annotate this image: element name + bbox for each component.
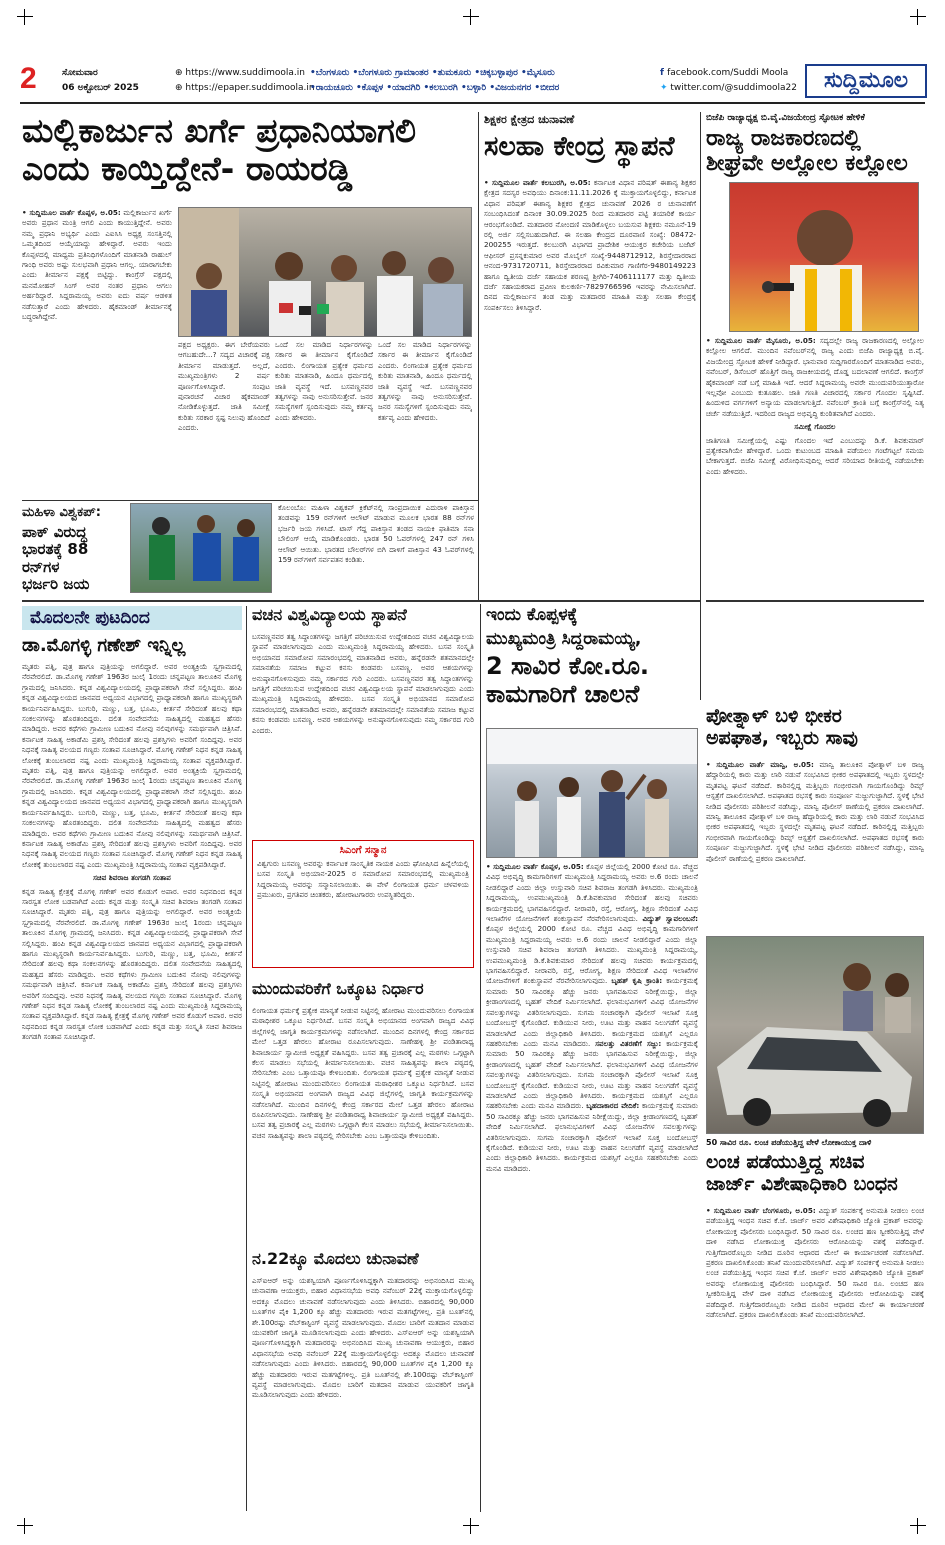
story-headline: ಸಲಹಾ ಕೇಂದ್ರ ಸ್ಥಾಪನೆ xyxy=(484,131,675,162)
box-title: ಸಿಎಂಗೆ ಸನ್ಮಾನ xyxy=(339,845,387,856)
website-link[interactable]: https://www.suddimoola.in xyxy=(185,68,305,78)
vijayendra-photo xyxy=(729,182,919,332)
subhead: ಸಚಿವ ಶಿವರಾಜ ತಂಗಡಗಿ ಸಂತಾಪ xyxy=(93,873,171,883)
wrecked-car-photo xyxy=(707,937,924,1134)
twitter-link[interactable]: twitter.com/@suddimoola22 xyxy=(670,83,797,93)
cm-koppal-headline: ಇಂದು ಕೊಪ್ಪಳಕ್ಕೆ ಮುಖ್ಯಮಂತ್ರಿ ಸಿದ್ದರಾಮಯ್ಯ, 2 ಸಾವಿರ ಕೋ.ರೂ. ಕಾಮಗಾರಿಗೆ ಚಾಲನೆ xyxy=(486,605,650,708)
bribe-body: • ಸುದ್ದಿಮೂಲ ವಾರ್ತೆ ಬೆಂಗಳೂರು, ಅ.05: ವಿದ್ಯುತ್ ಸಂಪರ್ಕಕ್ಕೆ ಅನುಮತಿ ನೀಡಲು ಲಂಚ ಪಡೆಯುತ್ತಿದ್ದ ಇಂಧನ ಸಚಿವ ಕೆ.ಜೆ. ಜಾರ್ಜ್ ಅವರ ವಿಶೇಷಾಧಿಕಾರಿ ಜ್ಯೋತಿ ಪ್ರಕಾಶ್ ಅವರನ್ನು ಲೋಕಾಯುಕ್ತ ಪೊಲೀಸರು ಬಂಧಿಸಿದ್ದಾರೆ. 50 ಸಾವಿರ ರೂ. ಲಂಚದ ಹಣ ಸ್ವೀಕರಿಸುತ್ತಿದ್ದ ವೇಳೆ ದಾಳಿ ನಡೆಸಿದ ಲೋಕಾಯುಕ್ತ ಪೊಲೀಸರು ಆರೋಪಿಯನ್ನು ವಶಕ್ಕೆ ಪಡೆದಿದ್ದಾರೆ. ಗುತ್ತಿಗೆದಾರರೊಬ್ಬರು ನೀಡಿದ ದೂರಿನ ಆಧಾರದ ಮೇಲೆ ಈ ಕಾರ್ಯಾಚರಣೆ ನಡೆಸಲಾಗಿದೆ. ಪ್ರಕರಣ ದಾಖಲಿಸಿಕೊಂಡು ತನಿಖೆ ಮುಂದುವರಿಸಲಾಗಿದೆ. ವಿದ್ಯುತ್ ಸಂಪರ್ಕಕ್ಕೆ ಅನುಮತಿ ನೀಡಲು ಲಂಚ ಪಡೆಯುತ್ತಿದ್ದ ಇಂಧನ ಸಚಿವ ಕೆ.ಜೆ. ಜಾರ್ಜ್ ಅವರ ವಿಶೇಷಾಧಿಕಾರಿ ಜ್ಯೋತಿ ಪ್ರಕಾಶ್ ಅವರನ್ನು ಲೋಕಾಯುಕ್ತ ಪೊಲೀಸರು ಬಂಧಿಸಿದ್ದಾರೆ. 50 ಸಾವಿರ ರೂ. ಲಂಚದ ಹಣ ಸ್ವೀಕರಿಸುತ್ತಿದ್ದ ವೇಳೆ ದಾಳಿ ನಡೆಸಿದ ಲೋಕಾಯುಕ್ತ ಪೊಲೀಸರು ಆರೋಪಿಯನ್ನು ವಶಕ್ಕೆ ಪಡೆದಿದ್ದಾರೆ. ಗುತ್ತಿಗೆದಾರರೊಬ್ಬರು ನೀಡಿದ ದೂರಿನ ಆಧಾರದ ಮೇಲೆ ಈ ಕಾರ್ಯಾಚರಣೆ ನಡೆಸಲಾಗಿದೆ. ಪ್ರಕರಣ ದಾಖಲಿಸಿಕೊಂಡು ತನಿಖೆ ಮುಂದುವರಿಸಲಾಗಿದೆ. xyxy=(706,1206,924,1320)
politics-story xyxy=(706,113,924,177)
bribe-headline: ಲಂಚ ಪಡೆಯುತ್ತಿದ್ದ ಸಚಿವ ಜಾರ್ಜ್ ವಿಶೇಷಾಧಿಕಾರಿ ಬಂಧನ xyxy=(706,1151,898,1195)
crop-mark xyxy=(463,1518,479,1534)
lead-photo xyxy=(178,207,472,337)
election22-body: ಎಸ್‌ಐಆರ್ ಅನ್ನು ಯಶಸ್ವಿಯಾಗಿ ಪೂರ್ಣಗೊಳಿಸಿದ್ದಕ್ಕಾಗಿ ಮತದಾರರನ್ನು ಅಭಿನಂದಿಸಿದ ಮುಖ್ಯ ಚುನಾವಣಾ ಆಯುಕ್ತರು, ಬಿಹಾರ ವಿಧಾನಸಭೆಯ ಅವಧಿ ನವೆಂಬರ್ 22ಕ್ಕೆ ಮುಕ್ತಾಯಗೊಳ್ಳಲಿದ್ದು ಅದಕ್ಕೂ ಮೊದಲು ಚುನಾವಣೆ ನಡೆಸಲಾಗುವುದು ಎಂದು ತಿಳಿಸಿದರು. ಬಿಹಾರದಲ್ಲಿ 90,000 ಬೂತ್‌ಗಳ ಪೈಕಿ 1,200 ಕ್ಕೂ ಹೆಚ್ಚು ಮತದಾರರು ಇರುವ ಮತಗಟ್ಟೆಗಳಿಲ್ಲ. ಪ್ರತಿ ಬೂತ್‌ನಲ್ಲಿ ಶೇ.100ರಷ್ಟು ವೆಬ್‌ಕಾಸ್ಟಿಂಗ್ ವ್ಯವಸ್ಥೆ ಮಾಡಲಾಗುವುದು. ಮೊದಲ ಬಾರಿಗೆ ಮತದಾನ ಮಾಡುವ ಯುವಕರಿಗೆ ಜಾಗೃತಿ ಮೂಡಿಸಲಾಗುವುದು ಎಂದು ಹೇಳಿದರು. ಎಸ್‌ಐಆರ್ ಅನ್ನು ಯಶಸ್ವಿಯಾಗಿ ಪೂರ್ಣಗೊಳಿಸಿದ್ದಕ್ಕಾಗಿ ಮತದಾರರನ್ನು ಅಭಿನಂದಿಸಿದ ಮುಖ್ಯ ಚುನಾವಣಾ ಆಯುಕ್ತರು, ಬಿಹಾರ ವಿಧಾನಸಭೆಯ ಅವಧಿ ನವೆಂಬರ್ 22ಕ್ಕೆ ಮುಕ್ತಾಯಗೊಳ್ಳಲಿದ್ದು ಅದಕ್ಕೂ ಮೊದಲು ಚುನಾವಣೆ ನಡೆಸಲಾಗುವುದು ಎಂದು ತಿಳಿಸಿದರು. ಬಿಹಾರದಲ್ಲಿ 90,000 ಬೂತ್‌ಗಳ ಪೈಕಿ 1,200 ಕ್ಕೂ ಹೆಚ್ಚು ಮತದಾರರು ಇರುವ ಮತಗಟ್ಟೆಗಳಿಲ್ಲ. ಪ್ರತಿ ಬೂತ್‌ನಲ್ಲಿ ಶೇ.100ರಷ್ಟು ವೆಬ್‌ಕಾಸ್ಟಿಂಗ್ ವ್ಯವಸ್ಥೆ ಮಾಡಲಾಗುವುದು. ಮೊದಲ ಬಾರಿಗೆ ಮತದಾನ ಮಾಡುವ ಯುವಕರಿಗೆ ಜಾಗೃತಿ ಮೂಡಿಸಲಾಗುವುದು ಎಂದು ಹೇಳಿದರು. xyxy=(252,1276,474,1400)
cities-row: •ರಾಯಚೂರು •ಕೊಪ್ಪಳ •ಯಾದಗಿರಿ •ಕಲಬುರಗಿ •ಬಳ್ಳಾರಿ •ವಿಜಯನಗರ •ಬೀದರ xyxy=(310,83,560,93)
lead-body-left: • ಸುದ್ದಿಮೂಲ ವಾರ್ತೆ ಕೊಪ್ಪಳ, ಅ.05: ಮಲ್ಲಿಕಾರ್ಜುನ ಖರ್ಗೆ ಅವರು ಪ್ರಧಾನ ಮಂತ್ರಿ ಆಗಲಿ ಎಂದು ಕಾಯುತ್ತಿದ್ದೇನೆ. ಅವರು ನಮ್ಮ ಪ್ರಧಾನಿ ಅಭ್ಯರ್ಥಿ ಎಂದು ಎಐಸಿಸಿ ಅಧ್ಯಕ್ಷ ಸಂಸತ್ತಿನಲ್ಲಿ ಒಮ್ಮತದಿಂದ ಆಯ್ಕೆಯಾದ್ದು ಹೇಳಿದ್ದಾರೆ. ಅವರು ಇಂದು ಕೊಪ್ಪಳದಲ್ಲಿ ಮಾಧ್ಯಮ ಪ್ರತಿನಿಧಿಗಳೊಂದಿಗೆ ಮಾತನಾಡಿ ರಾಹುಲ್ ಗಾಂಧಿ ಅವರು ಅಷ್ಟು ಸುಲಭವಾಗಿ ಪ್ರಧಾನಿ ಆಗಲ್ಲ. ಯಾರಾಗಬೇಕು ಎಂದು ತೀರ್ಮಾನ ಪಕ್ಷಕ್ಕೆ ಬಿಟ್ಟಿದ್ದು. ಕಾಂಗ್ರೆಸ್ ಪಕ್ಷದಲ್ಲಿ ಮನಮೋಹನ್ ಸಿಂಗ್ ಅವರ ನಂತರ ಪ್ರಧಾನಿ ಆಗಲು ಅರ್ಹರಿದ್ದಾರೆ. ಸಿದ್ದರಾಮಯ್ಯ ಅವರು ಐದು ವರ್ಷ ಆಡಳಿತ ನಡೆಸುತ್ತಾರೆ ಎಂದು ಹೇಳಿದರು. ಹೈಕಮಾಂಡ್ ತೀರ್ಮಾನಕ್ಕೆ ಬದ್ಧರಾಗಿದ್ದೇವೆ. xyxy=(22,208,172,322)
crop-mark xyxy=(17,1518,33,1534)
column-rule xyxy=(478,112,479,600)
page-number: 2 xyxy=(20,62,37,95)
accident-photo xyxy=(706,936,924,1134)
weekday: ಸೋಮವಾರ xyxy=(62,68,98,78)
social-links xyxy=(660,66,797,96)
cities-row: •ಬೆಂಗಳೂರು •ಬೆಂಗಳೂರು ಗ್ರಾಮಾಂತರ •ತುಮಕೂರು •ಚಿಕ್ಕಬಳ್ಳಾಪುರ •ಮೈಸೂರು xyxy=(310,68,555,78)
facebook-icon: f xyxy=(660,68,668,78)
press-conference-photo xyxy=(179,208,472,337)
column-rule xyxy=(246,606,247,1511)
crop-mark xyxy=(17,9,33,25)
story-headline: ನ.22ಕ್ಕೂ ಮೊದಲು ಚುನಾವಣೆ xyxy=(252,1249,419,1268)
lead-body-mid2: ಒಂದೆ ಸಲ ಮಾಡಿದ ನಿರ್ಧಾರಗಳನ್ನು ಸರ್ಕಾರ ಈ ತೀರ್ಮಾನ ಕೈಗೊಂಡಿದೆ ಎಂದರು. ಲಿಂಗಾಯತ ಪ್ರತ್ಯೇಕ ಧರ್ಮದ ಕುರಿತು ಮಾತನಾಡಿ, ಹಿಂದೂ ಧರ್ಮದಲ್ಲಿ ಜಾತಿ ವ್ಯವಸ್ಥೆ ಇದೆ. ಬಸವಣ್ಣನವರ ತತ್ವಗಳನ್ನು ನಾವು ಅನುಸರಿಸುತ್ತೇವೆ. ಜನರ ಸಮಸ್ಯೆಗಳಿಗೆ ಸ್ಪಂದಿಸುವುದು ನಮ್ಮ ಕರ್ತವ್ಯ ಎಂದು ಹೇಳಿದರು. xyxy=(275,340,373,422)
cm-koppal-body: • ಸುದ್ದಿಮೂಲ ವಾರ್ತೆ ಕೊಪ್ಪಳ, ಅ.05: ಕೊಪ್ಪಳ ಜಿಲ್ಲೆಯಲ್ಲಿ 2000 ಕೋಟಿ ರೂ. ವೆಚ್ಚದ ವಿವಿಧ ಅಭಿವೃದ್ಧಿ ಕಾಮಗಾರಿಗಳಿಗೆ ಮುಖ್ಯಮಂತ್ರಿ ಸಿದ್ದರಾಮಯ್ಯ ಅವರು ಅ.6 ರಂದು ಚಾಲನೆ ನೀಡಲಿದ್ದಾರೆ ಎಂದು ಜಿಲ್ಲಾ ಉಸ್ತುವಾರಿ ಸಚಿವ ಶಿವರಾಜ ತಂಗಡಗಿ ತಿಳಿಸಿದರು. ಮುಖ್ಯಮಂತ್ರಿ ಸಿದ್ದರಾಮಯ್ಯ, ಉಪಮುಖ್ಯಮಂತ್ರಿ ಡಿ.ಕೆ.ಶಿವಕುಮಾರ ಸೇರಿದಂತೆ ಹಲವು ಸಚಿವರು ಕಾರ್ಯಕ್ರಮದಲ್ಲಿ ಭಾಗವಹಿಸಲಿದ್ದಾರೆ. ನೀರಾವರಿ, ರಸ್ತೆ, ಆರೋಗ್ಯ, ಶಿಕ್ಷಣ ಸೇರಿದಂತೆ ವಿವಿಧ ಇಲಾಖೆಗಳ ಯೋಜನೆಗಳಿಗೆ ಶಂಕುಸ್ಥಾಪನೆ ನೆರವೇರಿಸಲಾಗುವುದು. ವಿದ್ಯುತ್ ಸ್ವಾವಲಂಬನೆ: ಕೊಪ್ಪಳ ಜಿಲ್ಲೆಯಲ್ಲಿ 2000 ಕೋಟಿ ರೂ. ವೆಚ್ಚದ ವಿವಿಧ ಅಭಿವೃದ್ಧಿ ಕಾಮಗಾರಿಗಳಿಗೆ ಮುಖ್ಯಮಂತ್ರಿ ಸಿದ್ದರಾಮಯ್ಯ ಅವರು ಅ.6 ರಂದು ಚಾಲನೆ ನೀಡಲಿದ್ದಾರೆ ಎಂದು ಜಿಲ್ಲಾ ಉಸ್ತುವಾರಿ ಸಚಿವ ಶಿವರಾಜ ತಂಗಡಗಿ ತಿಳಿಸಿದರು. ಮುಖ್ಯಮಂತ್ರಿ ಸಿದ್ದರಾಮಯ್ಯ, ಉಪಮುಖ್ಯಮಂತ್ರಿ ಡಿ.ಕೆ.ಶಿವಕುಮಾರ ಸೇರಿದಂತೆ ಹಲವು ಸಚಿವರು ಕಾರ್ಯಕ್ರಮದಲ್ಲಿ ಭಾಗವಹಿಸಲಿದ್ದಾರೆ. ನೀರಾವರಿ, ರಸ್ತೆ, ಆರೋಗ್ಯ, ಶಿಕ್ಷಣ ಸೇರಿದಂತೆ ವಿವಿಧ ಇಲಾಖೆಗಳ ಯೋಜನೆಗಳಿಗೆ ಶಂಕುಸ್ಥಾಪನೆ ನೆರವೇರಿಸಲಾಗುವುದು. ಬೃಹತ್ ಕೃಷಿ ಕ್ರಾಂತಿ: ಕಾರ್ಯಕ್ರಮಕ್ಕೆ ಸುಮಾರು 50 ಸಾವಿರಕ್ಕೂ ಹೆಚ್ಚು ಜನರು ಭಾಗವಹಿಸುವ ನಿರೀಕ್ಷೆಯಿದ್ದು, ಜಿಲ್ಲಾ ಕ್ರೀಡಾಂಗಣದಲ್ಲಿ ಬೃಹತ್ ವೇದಿಕೆ ನಿರ್ಮಿಸಲಾಗಿದೆ. ಫಲಾನುಭವಿಗಳಿಗೆ ವಿವಿಧ ಯೋಜನೆಗಳ ಸವಲತ್ತುಗಳನ್ನು ವಿತರಿಸಲಾಗುವುದು. ಸುಗಮ ಸಂಚಾರಕ್ಕಾಗಿ ಪೊಲೀಸ್ ಇಲಾಖೆ ಸೂಕ್ತ ಬಂದೋಬಸ್ತ್ ಕೈಗೊಂಡಿದೆ. ಕುಡಿಯುವ ನೀರು, ಊಟ ಮತ್ತು ವಾಹನ ನಿಲುಗಡೆಗೆ ವ್ಯವಸ್ಥೆ ಮಾಡಲಾಗಿದೆ ಎಂದು ಜಿಲ್ಲಾಧಿಕಾರಿ ತಿಳಿಸಿದರು. ಕಾರ್ಯಕ್ರಮದ ಯಶಸ್ಸಿಗೆ ಎಲ್ಲರೂ ಸಹಕರಿಸಬೇಕು ಎಂದು ಮನವಿ ಮಾಡಿದರು. ಸವಲತ್ತು ವಿತರಣೆಗೆ ಸಜ್ಜು: ಕಾರ್ಯಕ್ರಮಕ್ಕೆ ಸುಮಾರು 50 ಸಾವಿರಕ್ಕೂ ಹೆಚ್ಚು ಜನರು ಭಾಗವಹಿಸುವ ನಿರೀಕ್ಷೆಯಿದ್ದು, ಜಿಲ್ಲಾ ಕ್ರೀಡಾಂಗಣದಲ್ಲಿ ಬೃಹತ್ ವೇದಿಕೆ ನಿರ್ಮಿಸಲಾಗಿದೆ. ಫಲಾನುಭವಿಗಳಿಗೆ ವಿವಿಧ ಯೋಜನೆಗಳ ಸವಲತ್ತುಗಳನ್ನು ವಿತರಿಸಲಾಗುವುದು. ಸುಗಮ ಸಂಚಾರಕ್ಕಾಗಿ ಪೊಲೀಸ್ ಇಲಾಖೆ ಸೂಕ್ತ ಬಂದೋಬಸ್ತ್ ಕೈಗೊಂಡಿದೆ. ಕುಡಿಯುವ ನೀರು, ಊಟ ಮತ್ತು ವಾಹನ ನಿಲುಗಡೆಗೆ ವ್ಯವಸ್ಥೆ ಮಾಡಲಾಗಿದೆ ಎಂದು ಜಿಲ್ಲಾಧಿಕಾರಿ ತಿಳಿಸಿದರು. ಕಾರ್ಯಕ್ರಮದ ಯಶಸ್ಸಿಗೆ ಎಲ್ಲರೂ ಸಹಕರಿಸಬೇಕು ಎಂದು ಮನವಿ ಮಾಡಿದರು. ಬೃಹದಾಕಾರದ ವೇದಿಕೆ: ಕಾರ್ಯಕ್ರಮಕ್ಕೆ ಸುಮಾರು 50 ಸಾವಿರಕ್ಕೂ ಹೆಚ್ಚು ಜನರು ಭಾಗವಹಿಸುವ ನಿರೀಕ್ಷೆಯಿದ್ದು, ಜಿಲ್ಲಾ ಕ್ರೀಡಾಂಗಣದಲ್ಲಿ ಬೃಹತ್ ವೇದಿಕೆ ನಿರ್ಮಿಸಲಾಗಿದೆ. ಫಲಾನುಭವಿಗಳಿಗೆ ವಿವಿಧ ಯೋಜನೆಗಳ ಸವಲತ್ತುಗಳನ್ನು ವಿತರಿಸಲಾಗುವುದು. ಸುಗಮ ಸಂಚಾರಕ್ಕಾಗಿ ಪೊಲೀಸ್ ಇಲಾಖೆ ಸೂಕ್ತ ಬಂದೋಬಸ್ತ್ ಕೈಗೊಂಡಿದೆ. ಕುಡಿಯುವ ನೀರು, ಊಟ ಮತ್ತು ವಾಹನ ನಿಲುಗಡೆಗೆ ವ್ಯವಸ್ಥೆ ಮಾಡಲಾಗಿದೆ ಎಂದು ಜಿಲ್ಲಾಧಿಕಾರಿ ತಿಳಿಸಿದರು. ಕಾರ್ಯಕ್ರಮದ ಯಶಸ್ಸಿಗೆ ಎಲ್ಲರೂ ಸಹಕರಿಸಬೇಕು ಎಂದು ಮನವಿ ಮಾಡಿದರು. xyxy=(486,862,698,1173)
date-block xyxy=(62,66,139,96)
issue-date: 06 ಅಕ್ಟೋಬರ್ 2025 xyxy=(62,83,139,93)
speaker-photo xyxy=(730,183,919,332)
edition-cities xyxy=(310,66,650,96)
story-kicker: ಶಿಕ್ಷಕರ ಕ್ಷೇತ್ರದ ಚುನಾವಣೆ xyxy=(484,113,575,126)
section-rule xyxy=(22,600,700,602)
politics-body: • ಸುದ್ದಿಮೂಲ ವಾರ್ತೆ ಮೈಸೂರು, ಅ.05: ಸದ್ಯದಲ್ಲೇ ರಾಜ್ಯ ರಾಜಕಾರಣದಲ್ಲಿ ಅಲ್ಲೋಲ ಕಲ್ಲೋಲ ಆಗಲಿದೆ. ಮುಂದಿನ ನವೆಂಬರ್‌ನಲ್ಲಿ ರಾಜ್ಯ ಎಂದು ಬಿಜೆಪಿ ರಾಜ್ಯಾಧ್ಯಕ್ಷ ಬಿ.ವೈ. ವಿಜಯೇಂದ್ರ ಸ್ಫೋಟಕ ಹೇಳಿಕೆ ನೀಡಿದ್ದಾರೆ. ಭಾನುವಾರ ಸುದ್ದಿಗಾರರೊಂದಿಗೆ ಮಾತನಾಡಿದ ಅವರು, ನವೆಂಬರ್, ಡಿಸೆಂಬರ್ ಹೊತ್ತಿಗೆ ರಾಜ್ಯ ರಾಜಕೀಯದಲ್ಲಿ ದೊಡ್ಡ ಬದಲಾವಣೆ ಆಗಲಿದೆ. ಕಾಂಗ್ರೆಸ್ ಹೈಕಮಾಂಡ್ ನಡೆ ಬಗ್ಗೆ ಮಾಹಿತಿ ಇದೆ. ಆದರೆ ಸಿದ್ದರಾಮಯ್ಯ ಅವರೇ ಮುಂದುವರಿಯುತ್ತಾರೋ ಇಲ್ಲವೋ ಎಂಬುದು ಕುತೂಹಲ. ಜಾತಿ ಗಣತಿ ವಿಚಾರದಲ್ಲಿ ಸರ್ಕಾರ ಗೊಂದಲ ಸೃಷ್ಟಿಸಿದೆ. ಹಿಂದುಳಿದ ವರ್ಗಗಳಿಗೆ ಅನ್ಯಾಯ ಮಾಡಲಾಗುತ್ತಿದೆ. ನವೆಂಬರ್ ಕ್ರಾಂತಿ ಬಗ್ಗೆ ಕಾಂಗ್ರೆಸ್‌ನಲ್ಲಿ ನಿತ್ಯ ಚರ್ಚೆ ನಡೆಯುತ್ತಿದೆ. ಇದರಿಂದ ರಾಜ್ಯದ ಅಭಿವೃದ್ಧಿ ಕುಂಠಿತವಾಗಿದೆ ಎಂದರು. ಸಮೀಕ್ಷೆ ಗೊಂದಲ ಜಾತಿಗಣತಿ ಸಮೀಕ್ಷೆಯಲ್ಲಿ ಎಷ್ಟು ಗೊಂದಲ ಇದೆ ಎಂಬುದನ್ನು ಡಿ.ಕೆ. ಶಿವಕುಮಾರ್ ಪ್ರತ್ಯೇಕವಾಗಿಯೇ ಹೇಳಿದ್ದಾರೆ. ಒಂದು ಕುಟುಂಬದ ಮಾಹಿತಿ ಪಡೆಯಲು ಗಂಟೆಗಟ್ಟಲೆ ಸಮಯ ಬೇಕಾಗುತ್ತದೆ. ಬಿಜೆಪಿ ಸಮೀಕ್ಷೆ ವಿರೋಧಿಸುವುದಿಲ್ಲ ಆದರೆ ಸರಿಯಾದ ರೀತಿಯಲ್ಲಿ ನಡೆಯಬೇಕು ಎಂದು ಹೇಳಿದರು. xyxy=(706,336,924,476)
story-headline: ಡಾ.ಮೊಗಳ್ಳಿ ಗಣೇಶ್ ಇನ್ನಿಲ್ಲ xyxy=(22,635,186,656)
website-links xyxy=(175,66,315,96)
okkoota-body: ಲಿಂಗಾಯತ ಧರ್ಮಕ್ಕೆ ಪ್ರತ್ಯೇಕ ಮಾನ್ಯತೆ ನೀಡುವ ನಿಟ್ಟಿನಲ್ಲಿ ಹೋರಾಟ ಮುಂದುವರಿಸಲು ಲಿಂಗಾಯತ ಮಠಾಧೀಶರ ಒಕ್ಕೂಟ ನಿರ್ಧರಿಸಿದೆ. ಬಸವ ಸಂಸ್ಕೃತಿ ಅಭಿಯಾನದ ಅಂಗವಾಗಿ ರಾಜ್ಯದ ವಿವಿಧ ಜಿಲ್ಲೆಗಳಲ್ಲಿ ಜಾಗೃತಿ ಕಾರ್ಯಕ್ರಮಗಳನ್ನು ನಡೆಸಲಾಗಿದೆ. ಮುಂದಿನ ದಿನಗಳಲ್ಲಿ ಕೇಂದ್ರ ಸರ್ಕಾರದ ಮೇಲೆ ಒತ್ತಡ ಹೇರಲು ಹೋರಾಟ ರೂಪಿಸಲಾಗುವುದು. ಸಾಣೇಹಳ್ಳಿ ಶ್ರೀ ಪಂಡಿತಾರಾಧ್ಯ ಶಿವಾಚಾರ್ಯ ಸ್ವಾಮೀಜಿ ಅಧ್ಯಕ್ಷತೆ ವಹಿಸಿದ್ದರು. ಬಸವ ತತ್ವ ಪ್ರಚಾರಕ್ಕೆ ಎಲ್ಲ ಮಠಗಳು ಒಗ್ಗಟ್ಟಾಗಿ ಕೆಲಸ ಮಾಡಲು ಸಭೆಯಲ್ಲಿ ತೀರ್ಮಾನಿಸಲಾಯಿತು. ವಚನ ಸಾಹಿತ್ಯವನ್ನು ಶಾಲಾ ಪಠ್ಯದಲ್ಲಿ ಸೇರಿಸಬೇಕು ಎಂಬ ಒತ್ತಾಯವೂ ಕೇಳಿಬಂದಿತು. ಲಿಂಗಾಯತ ಧರ್ಮಕ್ಕೆ ಪ್ರತ್ಯೇಕ ಮಾನ್ಯತೆ ನೀಡುವ ನಿಟ್ಟಿನಲ್ಲಿ ಹೋರಾಟ ಮುಂದುವರಿಸಲು ಲಿಂಗಾಯತ ಮಠಾಧೀಶರ ಒಕ್ಕೂಟ ನಿರ್ಧರಿಸಿದೆ. ಬಸವ ಸಂಸ್ಕೃತಿ ಅಭಿಯಾನದ ಅಂಗವಾಗಿ ರಾಜ್ಯದ ವಿವಿಧ ಜಿಲ್ಲೆಗಳಲ್ಲಿ ಜಾಗೃತಿ ಕಾರ್ಯಕ್ರಮಗಳನ್ನು ನಡೆಸಲಾಗಿದೆ. ಮುಂದಿನ ದಿನಗಳಲ್ಲಿ ಕೇಂದ್ರ ಸರ್ಕಾರದ ಮೇಲೆ ಒತ್ತಡ ಹೇರಲು ಹೋರಾಟ ರೂಪಿಸಲಾಗುವುದು. ಸಾಣೇಹಳ್ಳಿ ಶ್ರೀ ಪಂಡಿತಾರಾಧ್ಯ ಶಿವಾಚಾರ್ಯ ಸ್ವಾಮೀಜಿ ಅಧ್ಯಕ್ಷತೆ ವಹಿಸಿದ್ದರು. ಬಸವ ತತ್ವ ಪ್ರಚಾರಕ್ಕೆ ಎಲ್ಲ ಮಠಗಳು ಒಗ್ಗಟ್ಟಾಗಿ ಕೆಲಸ ಮಾಡಲು ಸಭೆಯಲ್ಲಿ ತೀರ್ಮಾನಿಸಲಾಯಿತು. ವಚನ ಸಾಹಿತ್ಯವನ್ನು ಶಾಲಾ ಪಠ್ಯದಲ್ಲಿ ಸೇರಿಸಬೇಕು ಎಂಬ ಒತ್ತಾಯವೂ ಕೇಳಿಬಂದಿತು. xyxy=(252,1006,474,1140)
section-rule xyxy=(706,600,924,602)
accident-headline: ಪೋತ್ನಾಳ್ ಬಳಿ ಭೀಕರ ಅಪಘಾತ, ಇಬ್ಬರು ಸಾವು xyxy=(706,705,858,749)
cricket-body: ಕೊಲಂಬೊ: ಮಹಿಳಾ ವಿಶ್ವಕಪ್ ಕ್ರಿಕೆಟ್‌ನಲ್ಲಿ ಸಾಂಪ್ರದಾಯಿಕ ಎದುರಾಳಿ ಪಾಕಿಸ್ತಾನ ತಂಡವನ್ನು 159 ರನ್‌ಗಳಿಗೆ ಆಲೌಟ್ ಮಾಡುವ ಮೂಲಕ ಭಾರತ 88 ರನ್‌ಗಳ ಭರ್ಜರಿ ಜಯ ಗಳಿಸಿದೆ. ಟಾಸ್ ಗೆದ್ದ ಪಾಕಿಸ್ತಾನ ತಂಡದ ನಾಯಕಿ ಫಾತಿಮಾ ಸನಾ ಬೌಲಿಂಗ್ ಆಯ್ಕೆ ಮಾಡಿಕೊಂಡರು. ಭಾರತ 50 ಓವರ್‌ಗಳಲ್ಲಿ 247 ರನ್ ಗಳಿಸಿ ಆಲೌಟ್ ಆಯಿತು. ಭಾರತದ ಬೌಲರ್‌ಗಳ ಬಿಗಿ ದಾಳಿಗೆ ಪಾಕಿಸ್ತಾನ 43 ಓವರ್‌ಗಳಲ್ಲಿ 159 ರನ್‌ಗಳಿಗೆ ಸರ್ವಪತನ ಕಂಡಿತು. xyxy=(278,503,474,565)
ganesh-obituary-body: ಮೃತರು ಪತ್ನಿ, ಪುತ್ರ ಹಾಗೂ ಪುತ್ರಿಯನ್ನು ಅಗಲಿದ್ದಾರೆ. ಅವರ ಅಂತ್ಯಕ್ರಿಯೆ ಸ್ವಗ್ರಾಮದಲ್ಲಿ ನೆರವೇರಲಿದೆ. ಡಾ.ಮೊಗಳ್ಳಿ ಗಣೇಶ್ 1963ರ ಜುಲೈ 1ರಂದು ಚನ್ನಪಟ್ಟಣ ತಾಲೂಕಿನ ಮೊಗಳ್ಳಿ ಗ್ರಾಮದಲ್ಲಿ ಜನಿಸಿದರು. ಕನ್ನಡ ವಿಶ್ವವಿದ್ಯಾಲಯದಲ್ಲಿ ಪ್ರಾಧ್ಯಾಪಕರಾಗಿ ಸೇವೆ ಸಲ್ಲಿಸಿದ್ದರು. ಹಂಪಿ ಕನ್ನಡ ವಿಶ್ವವಿದ್ಯಾಲಯದ ಜಾನಪದ ಅಧ್ಯಯನ ವಿಭಾಗದಲ್ಲಿ ಪ್ರಾಧ್ಯಾಪಕರಾಗಿ ಹಾಗೂ ಮುಖ್ಯಸ್ಥರಾಗಿ ಕಾರ್ಯನಿರ್ವಹಿಸಿದ್ದರು. ಬುಗುರಿ, ಮಣ್ಣು, ಬತ್ತ, ಭೂಮಿ, ಕೀರ್ತನೆ ಸೇರಿದಂತೆ ಹಲವು ಕಥಾ ಸಂಕಲನಗಳನ್ನು ಹೊರತಂದಿದ್ದರು. ದಲಿತ ಸಂವೇದನೆಯ ಸಾಹಿತ್ಯದಲ್ಲಿ ಮಹತ್ವದ ಹೆಸರು ಮಾಡಿದ್ದರು. ಅವರ ಕಥೆಗಳು ಗ್ರಾಮೀಣ ಬದುಕಿನ ನೋವು ನಲಿವುಗಳನ್ನು ಸಮರ್ಥವಾಗಿ ಚಿತ್ರಿಸಿವೆ. ಕರ್ನಾಟಕ ಸಾಹಿತ್ಯ ಅಕಾಡೆಮಿ ಪ್ರಶಸ್ತಿ ಸೇರಿದಂತೆ ಹಲವು ಪ್ರಶಸ್ತಿಗಳು ಅವರಿಗೆ ಸಂದಿದ್ದವು. ಅವರ ನಿಧನಕ್ಕೆ ಸಾಹಿತ್ಯ ವಲಯದ ಗಣ್ಯರು ಸಂತಾಪ ಸೂಚಿಸಿದ್ದಾರೆ. ಮೊಗಳ್ಳಿ ಗಣೇಶ್ ನಿಧನ ಕನ್ನಡ ಸಾಹಿತ್ಯ ಲೋಕಕ್ಕೆ ತುಂಬಲಾರದ ನಷ್ಟ ಎಂದು ಮುಖ್ಯಮಂತ್ರಿ ಸಿದ್ದರಾಮಯ್ಯ ಸಂತಾಪ ವ್ಯಕ್ತಪಡಿಸಿದ್ದಾರೆ. ಮೃತರು ಪತ್ನಿ, ಪುತ್ರ ಹಾಗೂ ಪುತ್ರಿಯನ್ನು ಅಗಲಿದ್ದಾರೆ. ಅವರ ಅಂತ್ಯಕ್ರಿಯೆ ಸ್ವಗ್ರಾಮದಲ್ಲಿ ನೆರವೇರಲಿದೆ. ಡಾ.ಮೊಗಳ್ಳಿ ಗಣೇಶ್ 1963ರ ಜುಲೈ 1ರಂದು ಚನ್ನಪಟ್ಟಣ ತಾಲೂಕಿನ ಮೊಗಳ್ಳಿ ಗ್ರಾಮದಲ್ಲಿ ಜನಿಸಿದರು. ಕನ್ನಡ ವಿಶ್ವವಿದ್ಯಾಲಯದಲ್ಲಿ ಪ್ರಾಧ್ಯಾಪಕರಾಗಿ ಸೇವೆ ಸಲ್ಲಿಸಿದ್ದರು. ಹಂಪಿ ಕನ್ನಡ ವಿಶ್ವವಿದ್ಯಾಲಯದ ಜಾನಪದ ಅಧ್ಯಯನ ವಿಭಾಗದಲ್ಲಿ ಪ್ರಾಧ್ಯಾಪಕರಾಗಿ ಹಾಗೂ ಮುಖ್ಯಸ್ಥರಾಗಿ ಕಾರ್ಯನಿರ್ವಹಿಸಿದ್ದರು. ಬುಗುರಿ, ಮಣ್ಣು, ಬತ್ತ, ಭೂಮಿ, ಕೀರ್ತನೆ ಸೇರಿದಂತೆ ಹಲವು ಕಥಾ ಸಂಕಲನಗಳನ್ನು ಹೊರತಂದಿದ್ದರು. ದಲಿತ ಸಂವೇದನೆಯ ಸಾಹಿತ್ಯದಲ್ಲಿ ಮಹತ್ವದ ಹೆಸರು ಮಾಡಿದ್ದರು. ಅವರ ಕಥೆಗಳು ಗ್ರಾಮೀಣ ಬದುಕಿನ ನೋವು ನಲಿವುಗಳನ್ನು ಸಮರ್ಥವಾಗಿ ಚಿತ್ರಿಸಿವೆ. ಕರ್ನಾಟಕ ಸಾಹಿತ್ಯ ಅಕಾಡೆಮಿ ಪ್ರಶಸ್ತಿ ಸೇರಿದಂತೆ ಹಲವು ಪ್ರಶಸ್ತಿಗಳು ಅವರಿಗೆ ಸಂದಿದ್ದವು. ಅವರ ನಿಧನಕ್ಕೆ ಸಾಹಿತ್ಯ ವಲಯದ ಗಣ್ಯರು ಸಂತಾಪ ಸೂಚಿಸಿದ್ದಾರೆ. ಮೊಗಳ್ಳಿ ಗಣೇಶ್ ನಿಧನ ಕನ್ನಡ ಸಾಹಿತ್ಯ ಲೋಕಕ್ಕೆ ತುಂಬಲಾರದ ನಷ್ಟ ಎಂದು ಮುಖ್ಯಮಂತ್ರಿ ಸಿದ್ದರಾಮಯ್ಯ ಸಂತಾಪ ವ್ಯಕ್ತಪಡಿಸಿದ್ದಾರೆ. ಸಚಿವ ಶಿವರಾಜ ತಂಗಡಗಿ ಸಂತಾಪ ಕನ್ನಡ ಸಾಹಿತ್ಯ ಕ್ಷೇತ್ರಕ್ಕೆ ಮೊಗಳ್ಳಿ ಗಣೇಶ್ ಅವರ ಕೊಡುಗೆ ಅಪಾರ. ಅವರ ನಿಧನದಿಂದ ಕನ್ನಡ ಸಾರಸ್ವತ ಲೋಕ ಬಡವಾಗಿದೆ ಎಂದು ಕನ್ನಡ ಮತ್ತು ಸಂಸ್ಕೃತಿ ಸಚಿವ ಶಿವರಾಜ ತಂಗಡಗಿ ಸಂತಾಪ ಸೂಚಿಸಿದ್ದಾರೆ. ಮೃತರು ಪತ್ನಿ, ಪುತ್ರ ಹಾಗೂ ಪುತ್ರಿಯನ್ನು ಅಗಲಿದ್ದಾರೆ. ಅವರ ಅಂತ್ಯಕ್ರಿಯೆ ಸ್ವಗ್ರಾಮದಲ್ಲಿ ನೆರವೇರಲಿದೆ. ಡಾ.ಮೊಗಳ್ಳಿ ಗಣೇಶ್ 1963ರ ಜುಲೈ 1ರಂದು ಚನ್ನಪಟ್ಟಣ ತಾಲೂಕಿನ ಮೊಗಳ್ಳಿ ಗ್ರಾಮದಲ್ಲಿ ಜನಿಸಿದರು. ಕನ್ನಡ ವಿಶ್ವವಿದ್ಯಾಲಯದಲ್ಲಿ ಪ್ರಾಧ್ಯಾಪಕರಾಗಿ ಸೇವೆ ಸಲ್ಲಿಸಿದ್ದರು. ಹಂಪಿ ಕನ್ನಡ ವಿಶ್ವವಿದ್ಯಾಲಯದ ಜಾನಪದ ಅಧ್ಯಯನ ವಿಭಾಗದಲ್ಲಿ ಪ್ರಾಧ್ಯಾಪಕರಾಗಿ ಹಾಗೂ ಮುಖ್ಯಸ್ಥರಾಗಿ ಕಾರ್ಯನಿರ್ವಹಿಸಿದ್ದರು. ಬುಗುರಿ, ಮಣ್ಣು, ಬತ್ತ, ಭೂಮಿ, ಕೀರ್ತನೆ ಸೇರಿದಂತೆ ಹಲವು ಕಥಾ ಸಂಕಲನಗಳನ್ನು ಹೊರತಂದಿದ್ದರು. ದಲಿತ ಸಂವೇದನೆಯ ಸಾಹಿತ್ಯದಲ್ಲಿ ಮಹತ್ವದ ಹೆಸರು ಮಾಡಿದ್ದರು. ಅವರ ಕಥೆಗಳು ಗ್ರಾಮೀಣ ಬದುಕಿನ ನೋವು ನಲಿವುಗಳನ್ನು ಸಮರ್ಥವಾಗಿ ಚಿತ್ರಿಸಿವೆ. ಕರ್ನಾಟಕ ಸಾಹಿತ್ಯ ಅಕಾಡೆಮಿ ಪ್ರಶಸ್ತಿ ಸೇರಿದಂತೆ ಹಲವು ಪ್ರಶಸ್ತಿಗಳು ಅವರಿಗೆ ಸಂದಿದ್ದವು. ಅವರ ನಿಧನಕ್ಕೆ ಸಾಹಿತ್ಯ ವಲಯದ ಗಣ್ಯರು ಸಂತಾಪ ಸೂಚಿಸಿದ್ದಾರೆ. ಮೊಗಳ್ಳಿ ಗಣೇಶ್ ನಿಧನ ಕನ್ನಡ ಸಾಹಿತ್ಯ ಲೋಕಕ್ಕೆ ತುಂಬಲಾರದ ನಷ್ಟ ಎಂದು ಮುಖ್ಯಮಂತ್ರಿ ಸಿದ್ದರಾಮಯ್ಯ ಸಂತಾಪ ವ್ಯಕ್ತಪಡಿಸಿದ್ದಾರೆ. ಕನ್ನಡ ಸಾಹಿತ್ಯ ಕ್ಷೇತ್ರಕ್ಕೆ ಮೊಗಳ್ಳಿ ಗಣೇಶ್ ಅವರ ಕೊಡುಗೆ ಅಪಾರ. ಅವರ ನಿಧನದಿಂದ ಕನ್ನಡ ಸಾರಸ್ವತ ಲೋಕ ಬಡವಾಗಿದೆ ಎಂದು ಕನ್ನಡ ಮತ್ತು ಸಂಸ್ಕೃತಿ ಸಚಿವ ಶಿವರಾಜ ತಂಗಡಗಿ ಸಂತಾಪ ಸೂಚಿಸಿದ್ದಾರೆ. xyxy=(22,662,242,1042)
cricket-photo xyxy=(130,503,272,593)
story-headline: ಶೀಘ್ರವೇ ಅಲ್ಲೋಲ ಕಲ್ಲೋಲ xyxy=(706,151,908,177)
story-kicker: ಬಿಜೆಪಿ ರಾಜ್ಯಾಧ್ಯಕ್ಷ ಬಿ.ವೈ.ವಿಜಯೇಂದ್ರ ಸ್ಫೋಟಕ ಹೇಳಿಕೆ xyxy=(706,113,865,123)
epaper-link[interactable]: https://epaper.suddimoola.in xyxy=(185,83,315,93)
masthead xyxy=(20,62,925,104)
story-headline: ರಾಜ್ಯ ರಾಜಕಾರಣದಲ್ಲಿ xyxy=(706,126,861,151)
accident-body: • ಸುದ್ದಿಮೂಲ ವಾರ್ತೆ ಮಾನ್ವಿ, ಅ.05: ಮಾನ್ವಿ ತಾಲೂಕಿನ ಪೋತ್ನಾಳ್ ಬಳಿ ರಾಜ್ಯ ಹೆದ್ದಾರಿಯಲ್ಲಿ ಕಾರು ಮತ್ತು ಲಾರಿ ನಡುವೆ ಸಂಭವಿಸಿದ ಭೀಕರ ಅಪಘಾತದಲ್ಲಿ ಇಬ್ಬರು ಸ್ಥಳದಲ್ಲೇ ಮೃತಪಟ್ಟ ಘಟನೆ ನಡೆದಿದೆ. ಕಾರಿನಲ್ಲಿದ್ದ ಮತ್ತಿಬ್ಬರು ಗಂಭೀರವಾಗಿ ಗಾಯಗೊಂಡಿದ್ದು ರಿಮ್ಸ್ ಆಸ್ಪತ್ರೆಗೆ ದಾಖಲಿಸಲಾಗಿದೆ. ಅಪಘಾತದ ರಭಸಕ್ಕೆ ಕಾರು ಸಂಪೂರ್ಣ ನುಜ್ಜುಗುಜ್ಜಾಗಿದೆ. ಸ್ಥಳಕ್ಕೆ ಭೇಟಿ ನೀಡಿದ ಪೊಲೀಸರು ಪರಿಶೀಲನೆ ನಡೆಸಿದ್ದು, ಮಾನ್ವಿ ಪೊಲೀಸ್ ಠಾಣೆಯಲ್ಲಿ ಪ್ರಕರಣ ದಾಖಲಾಗಿದೆ. ಮಾನ್ವಿ ತಾಲೂಕಿನ ಪೋತ್ನಾಳ್ ಬಳಿ ರಾಜ್ಯ ಹೆದ್ದಾರಿಯಲ್ಲಿ ಕಾರು ಮತ್ತು ಲಾರಿ ನಡುವೆ ಸಂಭವಿಸಿದ ಭೀಕರ ಅಪಘಾತದಲ್ಲಿ ಇಬ್ಬರು ಸ್ಥಳದಲ್ಲೇ ಮೃತಪಟ್ಟ ಘಟನೆ ನಡೆದಿದೆ. ಕಾರಿನಲ್ಲಿದ್ದ ಮತ್ತಿಬ್ಬರು ಗಂಭೀರವಾಗಿ ಗಾಯಗೊಂಡಿದ್ದು ರಿಮ್ಸ್ ಆಸ್ಪತ್ರೆಗೆ ದಾಖಲಿಸಲಾಗಿದೆ. ಅಪಘಾತದ ರಭಸಕ್ಕೆ ಕಾರು ಸಂಪೂರ್ಣ ನುಜ್ಜುಗುಜ್ಜಾಗಿದೆ. ಸ್ಥಳಕ್ಕೆ ಭೇಟಿ ನೀಡಿದ ಪೊಲೀಸರು ಪರಿಶೀಲನೆ ನಡೆಸಿದ್ದು, ಮಾನ್ವಿ ಪೊಲೀಸ್ ಠಾಣೆಯಲ್ಲಿ ಪ್ರಕರಣ ದಾಖಲಾಗಿದೆ. xyxy=(706,760,924,863)
column-rule xyxy=(480,604,481,1512)
officials-inspection-photo xyxy=(487,729,698,858)
newspaper-logo: ಸುದ್ದಿಮೂಲ xyxy=(805,64,927,98)
box-body: ವಿಶ್ವಗುರು ಬಸವಣ್ಣ ಅವರನ್ನು ಕರ್ನಾಟಕ ಸಾಂಸ್ಕೃತಿಕ ನಾಯಕ ಎಂದು ಘೋಷಿಸಿದ ಹಿನ್ನೆಲೆಯಲ್ಲಿ ಬಸವ ಸಂಸ್ಕೃತಿ ಅಭಿಯಾನ-2025 ರ ಸಮಾರೋಪ ಸಮಾರಂಭದಲ್ಲಿ ಮುಖ್ಯಮಂತ್ರಿ ಸಿದ್ದರಾಮಯ್ಯ ಅವರನ್ನು ಸನ್ಮಾನಿಸಲಾಯಿತು. ಈ ವೇಳೆ ಲಿಂಗಾಯತ ಧರ್ಮ ಚಳವಳಿಯ ಪ್ರಮುಖರು, ಪ್ರಗತಿಪರ ಚಿಂತಕರು, ಹೋರಾಟಗಾರರು ಉಪಸ್ಥಿತರಿದ್ದರು. xyxy=(257,859,469,900)
lead-headline: ಮಲ್ಲಿಕಾರ್ಜುನ ಖರ್ಗೆ ಪ್ರಧಾನಿಯಾಗಲಿ ಎಂದು ಕಾಯ್ತಿದ್ದೇನೆ- ರಾಯರಡ್ಡಿ xyxy=(22,111,416,188)
cm-koppal-photo xyxy=(486,728,698,858)
players-photo xyxy=(131,504,272,593)
column-rule xyxy=(700,112,701,700)
crop-mark xyxy=(910,9,926,25)
cricket-headline: ಮಹಿಳಾ ವಿಶ್ವಕಪ್: ಪಾಕ್ ವಿರುದ್ಧ ಭಾರತಕ್ಕೆ 88 ರನ್‌ಗಳ ಭರ್ಜರಿ ಜಯ xyxy=(22,505,101,593)
section-rule xyxy=(22,500,478,501)
mlc-election-story xyxy=(484,113,696,162)
crop-mark xyxy=(463,9,479,25)
section-banner: ಮೊದಲನೇ ಪುಟದಿಂದ xyxy=(22,606,242,630)
felicitation-box xyxy=(252,840,474,968)
subhead: ಸಮೀಕ್ಷೆ ಗೊಂದಲ xyxy=(794,422,836,432)
globe-icon: ⊕ xyxy=(175,83,186,93)
crop-mark xyxy=(910,1518,926,1534)
story-headline: ಮುಂದುವರಿಕೆಗೆ ಒಕ್ಕೂಟ ನಿರ್ಧಾರ xyxy=(252,979,424,998)
facebook-link[interactable]: facebook.com/Suddi Moola xyxy=(667,68,789,78)
lead-body-right: ಒಂದೆ ಸಲ ಮಾಡಿದ ನಿರ್ಧಾರಗಳನ್ನು ಸರ್ಕಾರ ಈ ತೀರ್ಮಾನ ಕೈಗೊಂಡಿದೆ ಎಂದರು. ಲಿಂಗಾಯತ ಪ್ರತ್ಯೇಕ ಧರ್ಮದ ಕುರಿತು ಮಾತನಾಡಿ, ಹಿಂದೂ ಧರ್ಮದಲ್ಲಿ ಜಾತಿ ವ್ಯವಸ್ಥೆ ಇದೆ. ಬಸವಣ್ಣನವರ ತತ್ವಗಳನ್ನು ನಾವು ಅನುಸರಿಸುತ್ತೇವೆ. ಜನರ ಸಮಸ್ಯೆಗಳಿಗೆ ಸ್ಪಂದಿಸುವುದು ನಮ್ಮ ಕರ್ತವ್ಯ ಎಂದು ಹೇಳಿದರು. xyxy=(378,340,472,422)
twitter-icon: ✦ xyxy=(660,83,671,93)
story-headline: ವಚನ ವಿಶ್ವವಿದ್ಯಾಲಯ ಸ್ಥಾಪನೆ xyxy=(252,605,407,624)
lead-body-mid: ಪಕ್ಷದ ಅಧ್ಯಕ್ಷರು. ಈಗ ಬೇರೆಯವರು ಆಗಬಹುದೇ...? ಸದ್ಯದ ವಿಚಾರಕ್ಕೆ ಪಕ್ಷ ತೀರ್ಮಾನ ಮಾಡುತ್ತದೆ. ಅಲ್ಲದೆ, ಮುಖ್ಯಮಂತ್ರಿಗಳು 2 ವರ್ಷ ಪೂರ್ಣಗೊಳಿಸಿದ್ದಾರೆ. ಸಂಪುಟ ಪುನಾರಚನೆ ವಿಚಾರ ಹೈಕಮಾಂಡ್ ನೋಡಿಕೊಳ್ಳುತ್ತದೆ. ಜಾತಿ ಸಮೀಕ್ಷೆ ಕುರಿತು ಸರಕಾರ ಸ್ಪಷ್ಟ ನಿಲುವು ಹೊಂದಿದೆ ಎಂದರು. xyxy=(178,340,270,433)
photo-caption: 50 ಸಾವಿರ ರೂ. ಲಂಚ ಪಡೆಯುತ್ತಿದ್ದ ವೇಳೆ ಲೋಕಾಯುಕ್ತ ದಾಳಿ xyxy=(706,1138,872,1147)
globe-icon: ⊕ xyxy=(175,68,186,78)
mlc-election-body: • ಸುದ್ದಿಮೂಲ ವಾರ್ತೆ ಕಲಬುರಗಿ, ಅ.05: ಕರ್ನಾಟಕ ವಿಧಾನ ಪರಿಷತ್ ಈಶಾನ್ಯ ಶಿಕ್ಷಕರ ಕ್ಷೇತ್ರದ ಸದಸ್ಯರ ಅವಧಿಯು ದಿನಾಂಕ:11.11.2026 ಕ್ಕೆ ಮುಕ್ತಾಯಗೊಳ್ಳಲಿದ್ದು, ಕರ್ನಾಟಕ ವಿಧಾನ ಪರಿಷತ್ ಈಶಾನ್ಯ ಶಿಕ್ಷಕರ ಕ್ಷೇತ್ರದ ಚುನಾವಣೆ 2026 ರ ಚುನಾವಣೆಗೆ ಸಂಬಂಧಿಸಿದಂತೆ ದಿನಾಂಕ 30.09.2025 ರಿಂದ ಮತದಾರರ ಪಟ್ಟಿ ತಯಾರಿಕೆ ಕಾರ್ಯ ಆರಂಭಗೊಂಡಿದೆ. ಮತದಾರರ ನೋಂದಣಿ ಮಾಡಿಕೊಳ್ಳಲು ಬಯಸುವ ಶಿಕ್ಷಕರು ನಮೂನೆ-19 ರಲ್ಲಿ ಅರ್ಜಿ ಸಲ್ಲಿಸಬಹುದಾಗಿದೆ. ಈ ಸಲಹಾ ಕೇಂದ್ರದ ದೂರವಾಣಿ ಸಂಖ್ಯೆ: 08472-200255 ಇರುತ್ತದೆ. ಕಲಬುರಗಿ ವಿಭಾಗದ ಪ್ರಾದೇಶಿಕ ಆಯುಕ್ತರ ಕಚೇರಿಯ ಬಜೆಟ್ ಆಫೀಸರ್ ಪ್ರಸನ್ನಕುಮಾರ ಅವರ ಮೊಬೈಲ್ ಸಂಖ್ಯೆ-9448712912, ಶಿರಸ್ತೇದಾರರಾದ ಆನಂದ-9731720711, ಶಿರಸ್ತೇದಾರರಾದ ರವಿಕುಮಾರ ಗಾಣಿಗೆರ-9480149223 ಹಾಗೂ ದ್ವಿತೀಯ ದರ್ಜೆ ಸಹಾಯಕ ಶರಣಪ್ಪ ಶ್ರೀಗಿರಿ-7406111177 ಮತ್ತು ದ್ವಿತೀಯ ದರ್ಜೆ ಸಹಾಯಕರಾದ ಪ್ರವೀಣ ಕುಲಕರ್ಣಿ-7829766596 ಇವರನ್ನು ನೇಮಿಸಲಾಗಿದೆ. ದಿನದ ಮಲ್ಲಿಕಾರ್ಜುನ ತಂಡ ಮತ್ತು ಮತದಾರರ ಮಾಹಿತಿ ಮತ್ತು ಸಲಹಾ ಕೇಂದ್ರಕ್ಕೆ ಸಂಪರ್ಕಿಸಲು ತಿಳಿಸಿದ್ದಾರೆ. xyxy=(484,178,696,312)
vachana-body: ಬಸವಣ್ಣನವರ ತತ್ವ ಸಿದ್ಧಾಂತಗಳನ್ನು ಜಗತ್ತಿಗೆ ಪರಿಚಯಿಸುವ ಉದ್ದೇಶದಿಂದ ವಚನ ವಿಶ್ವವಿದ್ಯಾಲಯ ಸ್ಥಾಪನೆ ಮಾಡಲಾಗುವುದು ಎಂದು ಮುಖ್ಯಮಂತ್ರಿ ಸಿದ್ದರಾಮಯ್ಯ ಹೇಳಿದರು. ಬಸವ ಸಂಸ್ಕೃತಿ ಅಭಿಯಾನದ ಸಮಾರೋಪ ಸಮಾರಂಭದಲ್ಲಿ ಮಾತನಾಡಿದ ಅವರು, ಹನ್ನೆರಡನೇ ಶತಮಾನದಲ್ಲೇ ಸಮಾನತೆಯ ಸಮಾಜ ಕಟ್ಟುವ ಕನಸು ಕಂಡವರು ಬಸವಣ್ಣ. ಅವರ ಆಶಯಗಳನ್ನು ಅನುಷ್ಠಾನಗೊಳಿಸುವುದು ನಮ್ಮ ಸರ್ಕಾರದ ಗುರಿ ಎಂದರು. ಬಸವಣ್ಣನವರ ತತ್ವ ಸಿದ್ಧಾಂತಗಳನ್ನು ಜಗತ್ತಿಗೆ ಪರಿಚಯಿಸುವ ಉದ್ದೇಶದಿಂದ ವಚನ ವಿಶ್ವವಿದ್ಯಾಲಯ ಸ್ಥಾಪನೆ ಮಾಡಲಾಗುವುದು ಎಂದು ಮುಖ್ಯಮಂತ್ರಿ ಸಿದ್ದರಾಮಯ್ಯ ಹೇಳಿದರು. ಬಸವ ಸಂಸ್ಕೃತಿ ಅಭಿಯಾನದ ಸಮಾರೋಪ ಸಮಾರಂಭದಲ್ಲಿ ಮಾತನಾಡಿದ ಅವರು, ಹನ್ನೆರಡನೇ ಶತಮಾನದಲ್ಲೇ ಸಮಾನತೆಯ ಸಮಾಜ ಕಟ್ಟುವ ಕನಸು ಕಂಡವರು ಬಸವಣ್ಣ. ಅವರ ಆಶಯಗಳನ್ನು ಅನುಷ್ಠಾನಗೊಳಿಸುವುದು ನಮ್ಮ ಸರ್ಕಾರದ ಗುರಿ ಎಂದರು. xyxy=(252,632,474,735)
